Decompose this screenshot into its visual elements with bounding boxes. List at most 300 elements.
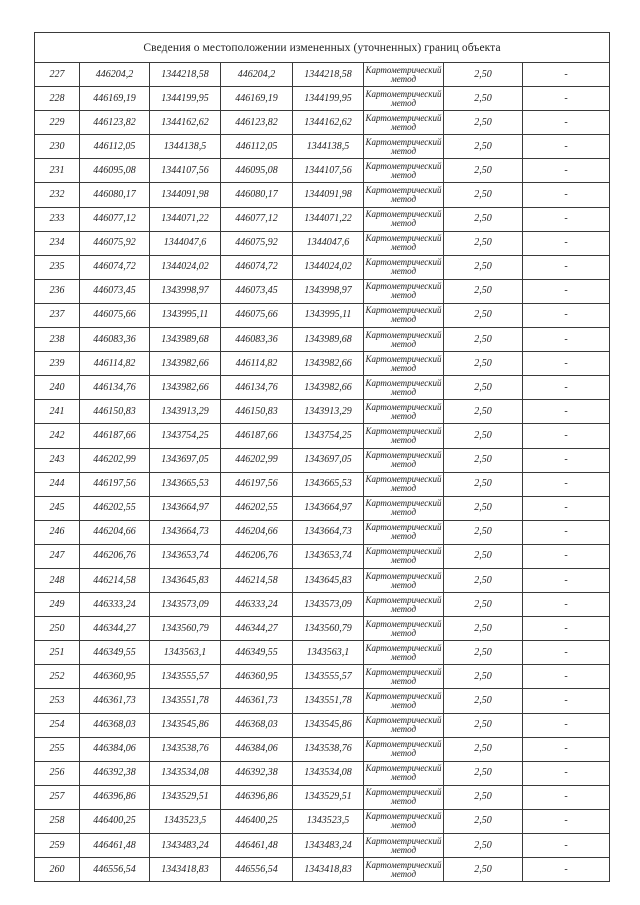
- method-line-2: метод: [390, 820, 417, 831]
- refined-x-cell: 446349,55: [221, 641, 293, 665]
- note-cell: -: [523, 544, 610, 568]
- existing-y-cell: 1344091,98: [150, 183, 221, 207]
- existing-y-cell: 1343998,97: [150, 279, 221, 303]
- refined-y-cell: 1343664,97: [293, 496, 364, 520]
- refined-y-cell: 1343483,24: [293, 834, 364, 858]
- existing-y-cell: 1343989,68: [150, 328, 221, 352]
- method-cell: [364, 279, 444, 303]
- table-body: [35, 63, 610, 882]
- table-row: [35, 544, 610, 568]
- refined-y-cell: 1344162,62: [293, 111, 364, 135]
- method-line-2: метод: [390, 194, 417, 205]
- note-cell: -: [523, 593, 610, 617]
- point-number-cell: 239: [35, 352, 80, 376]
- precision-cell: 2,50: [444, 737, 523, 761]
- precision-cell: 2,50: [444, 472, 523, 496]
- note-cell: -: [523, 665, 610, 689]
- table-row: [35, 352, 610, 376]
- precision-cell: 2,50: [444, 761, 523, 785]
- table-title: Сведения о местоположении измененных (уточненных) границ объекта: [35, 33, 610, 63]
- point-number-cell: 252: [35, 665, 80, 689]
- precision-cell: 2,50: [444, 159, 523, 183]
- refined-x-cell: 446123,82: [221, 111, 293, 135]
- method-line-2: метод: [390, 434, 417, 445]
- table-row: [35, 207, 610, 231]
- method-line-2: метод: [390, 459, 417, 470]
- method-line-1: Картометрический: [365, 64, 442, 75]
- refined-x-cell: 446384,06: [221, 737, 293, 761]
- method-line-1: Картометрический: [365, 377, 442, 388]
- refined-y-cell: 1343995,11: [293, 303, 364, 327]
- method-cell: [364, 785, 444, 809]
- precision-cell: 2,50: [444, 520, 523, 544]
- method-line-2: метод: [390, 603, 417, 614]
- existing-x-cell: 446083,36: [80, 328, 150, 352]
- point-number-cell: 236: [35, 279, 80, 303]
- precision-cell: 2,50: [444, 279, 523, 303]
- precision-cell: 2,50: [444, 809, 523, 833]
- method-line-2: метод: [390, 531, 417, 542]
- refined-x-cell: 446083,36: [221, 328, 293, 352]
- note-cell: -: [523, 231, 610, 255]
- method-cell: [364, 135, 444, 159]
- table-row: [35, 255, 610, 279]
- table-row: [35, 593, 610, 617]
- refined-x-cell: 446368,03: [221, 713, 293, 737]
- point-number-cell: 244: [35, 472, 80, 496]
- point-number-cell: 255: [35, 737, 80, 761]
- method-line-1: Картометрический: [365, 522, 442, 533]
- refined-x-cell: 446075,92: [221, 231, 293, 255]
- existing-x-cell: 446360,95: [80, 665, 150, 689]
- method-line-1: Картометрический: [365, 498, 442, 509]
- method-cell: [364, 111, 444, 135]
- note-cell: -: [523, 183, 610, 207]
- method-line-1: Картометрический: [365, 715, 442, 726]
- method-cell: [364, 448, 444, 472]
- refined-x-cell: 446206,76: [221, 544, 293, 568]
- refined-y-cell: 1343529,51: [293, 785, 364, 809]
- point-number-cell: 248: [35, 568, 80, 592]
- refined-x-cell: 446074,72: [221, 255, 293, 279]
- refined-x-cell: 446169,19: [221, 87, 293, 111]
- table-row: [35, 63, 610, 87]
- refined-x-cell: 446461,48: [221, 834, 293, 858]
- refined-x-cell: 446095,08: [221, 159, 293, 183]
- table-row: [35, 400, 610, 424]
- method-line-1: Картометрический: [365, 666, 442, 677]
- method-line-2: метод: [390, 796, 417, 807]
- method-line-1: Картометрический: [365, 835, 442, 846]
- precision-cell: 2,50: [444, 568, 523, 592]
- point-number-cell: 243: [35, 448, 80, 472]
- boundary-coordinates-table: [34, 32, 610, 882]
- method-line-2: метод: [390, 507, 417, 518]
- existing-y-cell: 1343995,11: [150, 303, 221, 327]
- existing-x-cell: 446187,66: [80, 424, 150, 448]
- precision-cell: 2,50: [444, 665, 523, 689]
- existing-x-cell: 446400,25: [80, 809, 150, 833]
- method-line-1: Картометрический: [365, 281, 442, 292]
- precision-cell: 2,50: [444, 183, 523, 207]
- existing-x-cell: 446095,08: [80, 159, 150, 183]
- table-row: [35, 737, 610, 761]
- table-row: [35, 713, 610, 737]
- refined-y-cell: 1344138,5: [293, 135, 364, 159]
- method-line-1: Картометрический: [365, 401, 442, 412]
- precision-cell: 2,50: [444, 617, 523, 641]
- existing-x-cell: 446204,2: [80, 63, 150, 87]
- point-number-cell: 250: [35, 617, 80, 641]
- existing-y-cell: 1343573,09: [150, 593, 221, 617]
- table-title-row: [35, 33, 610, 63]
- refined-x-cell: 446134,76: [221, 376, 293, 400]
- existing-x-cell: 446112,05: [80, 135, 150, 159]
- existing-y-cell: 1344199,95: [150, 87, 221, 111]
- method-line-2: метод: [390, 169, 417, 180]
- method-line-1: Картометрический: [365, 570, 442, 581]
- point-number-cell: 240: [35, 376, 80, 400]
- existing-x-cell: 446202,55: [80, 496, 150, 520]
- refined-y-cell: 1343523,5: [293, 809, 364, 833]
- note-cell: -: [523, 87, 610, 111]
- point-number-cell: 246: [35, 520, 80, 544]
- refined-y-cell: 1343563,1: [293, 641, 364, 665]
- note-cell: -: [523, 63, 610, 87]
- method-line-1: Картометрический: [365, 618, 442, 629]
- point-number-cell: 227: [35, 63, 80, 87]
- method-cell: [364, 809, 444, 833]
- precision-cell: 2,50: [444, 87, 523, 111]
- existing-x-cell: 446134,76: [80, 376, 150, 400]
- method-line-2: метод: [390, 97, 417, 108]
- note-cell: -: [523, 472, 610, 496]
- existing-y-cell: 1344218,58: [150, 63, 221, 87]
- refined-y-cell: 1343754,25: [293, 424, 364, 448]
- existing-x-cell: 446123,82: [80, 111, 150, 135]
- point-number-cell: 237: [35, 303, 80, 327]
- method-cell: [364, 641, 444, 665]
- existing-y-cell: 1343697,05: [150, 448, 221, 472]
- existing-x-cell: 446075,66: [80, 303, 150, 327]
- precision-cell: 2,50: [444, 231, 523, 255]
- point-number-cell: 241: [35, 400, 80, 424]
- method-line-1: Картометрический: [365, 160, 442, 171]
- method-line-1: Картометрический: [365, 594, 442, 605]
- refined-x-cell: 446202,99: [221, 448, 293, 472]
- method-cell: [364, 737, 444, 761]
- precision-cell: 2,50: [444, 544, 523, 568]
- note-cell: -: [523, 376, 610, 400]
- existing-y-cell: 1343664,97: [150, 496, 221, 520]
- existing-x-cell: 446114,82: [80, 352, 150, 376]
- existing-y-cell: 1343653,74: [150, 544, 221, 568]
- existing-y-cell: 1343913,29: [150, 400, 221, 424]
- existing-x-cell: 446368,03: [80, 713, 150, 737]
- existing-y-cell: 1343483,24: [150, 834, 221, 858]
- refined-y-cell: 1343560,79: [293, 617, 364, 641]
- refined-x-cell: 446075,66: [221, 303, 293, 327]
- existing-y-cell: 1343523,5: [150, 809, 221, 833]
- existing-y-cell: 1344107,56: [150, 159, 221, 183]
- table-row: [35, 303, 610, 327]
- refined-y-cell: 1344091,98: [293, 183, 364, 207]
- method-line-2: метод: [390, 579, 417, 590]
- method-line-1: Картометрический: [365, 425, 442, 436]
- precision-cell: 2,50: [444, 207, 523, 231]
- refined-y-cell: 1343645,83: [293, 568, 364, 592]
- method-line-1: Картометрический: [365, 209, 442, 220]
- refined-y-cell: 1343538,76: [293, 737, 364, 761]
- method-cell: [364, 472, 444, 496]
- point-number-cell: 259: [35, 834, 80, 858]
- note-cell: -: [523, 496, 610, 520]
- existing-y-cell: 1344071,22: [150, 207, 221, 231]
- method-line-1: Картометрический: [365, 690, 442, 701]
- precision-cell: 2,50: [444, 834, 523, 858]
- point-number-cell: 234: [35, 231, 80, 255]
- table-row: [35, 665, 610, 689]
- existing-y-cell: 1343560,79: [150, 617, 221, 641]
- method-cell: [364, 834, 444, 858]
- point-number-cell: 229: [35, 111, 80, 135]
- precision-cell: 2,50: [444, 376, 523, 400]
- table-row: [35, 376, 610, 400]
- table-row: [35, 448, 610, 472]
- point-number-cell: 260: [35, 858, 80, 882]
- refined-y-cell: 1344107,56: [293, 159, 364, 183]
- method-cell: [364, 593, 444, 617]
- refined-y-cell: 1343664,73: [293, 520, 364, 544]
- method-line-1: Картометрический: [365, 474, 442, 485]
- note-cell: -: [523, 737, 610, 761]
- table-row: [35, 834, 610, 858]
- note-cell: -: [523, 255, 610, 279]
- method-line-1: Картометрический: [365, 787, 442, 798]
- method-cell: [364, 231, 444, 255]
- method-line-2: метод: [390, 868, 417, 879]
- table-row: [35, 689, 610, 713]
- method-cell: [364, 496, 444, 520]
- refined-y-cell: 1344071,22: [293, 207, 364, 231]
- precision-cell: 2,50: [444, 255, 523, 279]
- existing-y-cell: 1343529,51: [150, 785, 221, 809]
- refined-x-cell: 446396,86: [221, 785, 293, 809]
- note-cell: -: [523, 135, 610, 159]
- refined-y-cell: 1343982,66: [293, 352, 364, 376]
- precision-cell: 2,50: [444, 641, 523, 665]
- refined-x-cell: 446214,58: [221, 568, 293, 592]
- refined-x-cell: 446204,2: [221, 63, 293, 87]
- point-number-cell: 254: [35, 713, 80, 737]
- method-line-1: Картометрический: [365, 739, 442, 750]
- method-line-2: метод: [390, 651, 417, 662]
- method-line-1: Картометрический: [365, 233, 442, 244]
- refined-x-cell: 446114,82: [221, 352, 293, 376]
- refined-x-cell: 446202,55: [221, 496, 293, 520]
- point-number-cell: 242: [35, 424, 80, 448]
- table-row: [35, 520, 610, 544]
- precision-cell: 2,50: [444, 352, 523, 376]
- method-line-2: метод: [390, 675, 417, 686]
- precision-cell: 2,50: [444, 496, 523, 520]
- method-line-1: Картометрический: [365, 305, 442, 316]
- precision-cell: 2,50: [444, 111, 523, 135]
- refined-y-cell: 1343982,66: [293, 376, 364, 400]
- method-line-2: метод: [390, 242, 417, 253]
- refined-y-cell: 1344024,02: [293, 255, 364, 279]
- method-line-2: метод: [390, 627, 417, 638]
- refined-y-cell: 1343998,97: [293, 279, 364, 303]
- document-sheet: [34, 32, 609, 882]
- refined-y-cell: 1343534,08: [293, 761, 364, 785]
- method-line-1: Картометрический: [365, 112, 442, 123]
- table-row: [35, 617, 610, 641]
- refined-x-cell: 446197,56: [221, 472, 293, 496]
- precision-cell: 2,50: [444, 328, 523, 352]
- method-line-1: Картометрический: [365, 642, 442, 653]
- existing-x-cell: 446073,45: [80, 279, 150, 303]
- existing-x-cell: 446075,92: [80, 231, 150, 255]
- existing-x-cell: 446214,58: [80, 568, 150, 592]
- point-number-cell: 231: [35, 159, 80, 183]
- method-line-2: метод: [390, 145, 417, 156]
- table-row: [35, 761, 610, 785]
- note-cell: -: [523, 400, 610, 424]
- note-cell: -: [523, 641, 610, 665]
- method-line-2: метод: [390, 73, 417, 84]
- refined-y-cell: 1344047,6: [293, 231, 364, 255]
- note-cell: -: [523, 761, 610, 785]
- method-cell: [364, 617, 444, 641]
- existing-x-cell: 446204,66: [80, 520, 150, 544]
- note-cell: -: [523, 448, 610, 472]
- table-row: [35, 231, 610, 255]
- method-line-1: Картометрический: [365, 185, 442, 196]
- precision-cell: 2,50: [444, 135, 523, 159]
- table-row: [35, 159, 610, 183]
- note-cell: -: [523, 207, 610, 231]
- precision-cell: 2,50: [444, 689, 523, 713]
- note-cell: -: [523, 809, 610, 833]
- existing-x-cell: 446392,38: [80, 761, 150, 785]
- method-cell: [364, 183, 444, 207]
- table-row: [35, 183, 610, 207]
- refined-y-cell: 1344218,58: [293, 63, 364, 87]
- existing-x-cell: 446077,12: [80, 207, 150, 231]
- refined-y-cell: 1343555,57: [293, 665, 364, 689]
- refined-x-cell: 446344,27: [221, 617, 293, 641]
- method-cell: [364, 544, 444, 568]
- method-line-2: метод: [390, 410, 417, 421]
- existing-x-cell: 446344,27: [80, 617, 150, 641]
- point-number-cell: 251: [35, 641, 80, 665]
- method-line-1: Картометрический: [365, 257, 442, 268]
- refined-x-cell: 446073,45: [221, 279, 293, 303]
- point-number-cell: 253: [35, 689, 80, 713]
- refined-x-cell: 446392,38: [221, 761, 293, 785]
- refined-y-cell: 1343913,29: [293, 400, 364, 424]
- refined-x-cell: 446360,95: [221, 665, 293, 689]
- point-number-cell: 233: [35, 207, 80, 231]
- note-cell: -: [523, 713, 610, 737]
- refined-x-cell: 446150,83: [221, 400, 293, 424]
- precision-cell: 2,50: [444, 858, 523, 882]
- existing-y-cell: 1344162,62: [150, 111, 221, 135]
- existing-y-cell: 1343982,66: [150, 352, 221, 376]
- method-line-2: метод: [390, 314, 417, 325]
- method-line-2: метод: [390, 338, 417, 349]
- refined-y-cell: 1343989,68: [293, 328, 364, 352]
- table-row: [35, 87, 610, 111]
- method-cell: [364, 328, 444, 352]
- precision-cell: 2,50: [444, 593, 523, 617]
- note-cell: -: [523, 617, 610, 641]
- method-line-2: метод: [390, 483, 417, 494]
- refined-x-cell: 446112,05: [221, 135, 293, 159]
- method-line-1: Картометрический: [365, 88, 442, 99]
- existing-y-cell: 1344047,6: [150, 231, 221, 255]
- method-cell: [364, 159, 444, 183]
- method-line-1: Картометрический: [365, 546, 442, 557]
- existing-x-cell: 446361,73: [80, 689, 150, 713]
- method-line-1: Картометрический: [365, 811, 442, 822]
- method-line-2: метод: [390, 772, 417, 783]
- existing-x-cell: 446206,76: [80, 544, 150, 568]
- existing-x-cell: 446150,83: [80, 400, 150, 424]
- refined-x-cell: 446204,66: [221, 520, 293, 544]
- point-number-cell: 247: [35, 544, 80, 568]
- method-line-1: Картометрический: [365, 763, 442, 774]
- refined-x-cell: 446556,54: [221, 858, 293, 882]
- existing-x-cell: 446556,54: [80, 858, 150, 882]
- existing-y-cell: 1343538,76: [150, 737, 221, 761]
- note-cell: -: [523, 352, 610, 376]
- method-cell: [364, 303, 444, 327]
- note-cell: -: [523, 111, 610, 135]
- method-cell: [364, 520, 444, 544]
- method-line-2: метод: [390, 555, 417, 566]
- note-cell: -: [523, 520, 610, 544]
- existing-y-cell: 1344024,02: [150, 255, 221, 279]
- refined-x-cell: 446333,24: [221, 593, 293, 617]
- method-cell: [364, 376, 444, 400]
- table-row: [35, 135, 610, 159]
- method-line-2: метод: [390, 362, 417, 373]
- table-row: [35, 496, 610, 520]
- refined-y-cell: 1343573,09: [293, 593, 364, 617]
- existing-x-cell: 446169,19: [80, 87, 150, 111]
- existing-x-cell: 446202,99: [80, 448, 150, 472]
- existing-x-cell: 446349,55: [80, 641, 150, 665]
- method-line-1: Картометрический: [365, 329, 442, 340]
- existing-y-cell: 1343551,78: [150, 689, 221, 713]
- table-row: [35, 328, 610, 352]
- precision-cell: 2,50: [444, 713, 523, 737]
- precision-cell: 2,50: [444, 785, 523, 809]
- point-number-cell: 235: [35, 255, 80, 279]
- existing-y-cell: 1343664,73: [150, 520, 221, 544]
- refined-y-cell: 1343418,83: [293, 858, 364, 882]
- existing-y-cell: 1343534,08: [150, 761, 221, 785]
- existing-y-cell: 1343982,66: [150, 376, 221, 400]
- refined-y-cell: 1343697,05: [293, 448, 364, 472]
- method-line-2: метод: [390, 290, 417, 301]
- note-cell: -: [523, 328, 610, 352]
- existing-y-cell: 1343754,25: [150, 424, 221, 448]
- precision-cell: 2,50: [444, 303, 523, 327]
- point-number-cell: 257: [35, 785, 80, 809]
